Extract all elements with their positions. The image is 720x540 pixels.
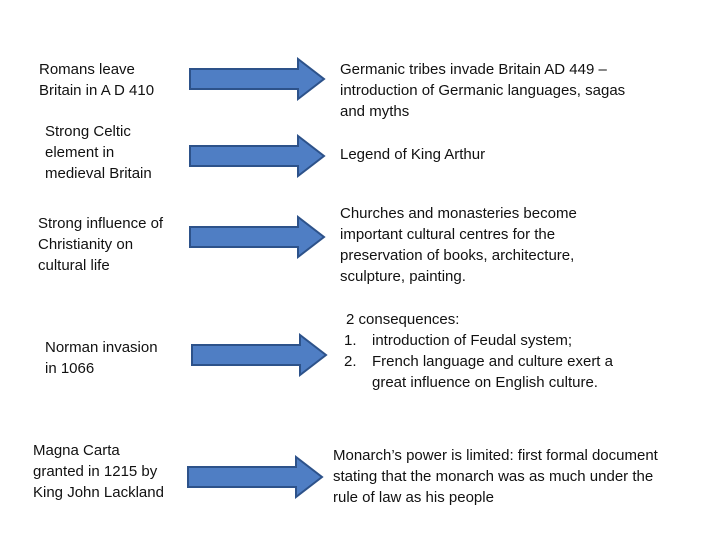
arrow-icon — [188, 57, 328, 101]
cause-text-christianity: Strong influence of Christianity on cultural life — [38, 215, 164, 274]
arrow-icon — [186, 455, 326, 499]
effect-text-germanic-tribes: Germanic tribes invade Britain AD 449 – introduction of Germanic languages, sagas and myths — [340, 61, 626, 120]
list-item-text: introduction of Feudal system; — [372, 332, 573, 349]
effect-heading-consequences: 2 consequences: — [346, 311, 460, 328]
cause-text-magna-carta: Magna Carta granted in 1215 by King John Lackland — [33, 442, 164, 501]
cause-text-celtic-element: Strong Celtic element in medieval Britain — [45, 123, 152, 182]
arrow-icon — [188, 215, 328, 259]
list-item-number: 2. — [344, 353, 357, 370]
list-item — [344, 330, 634, 351]
arrow-icon — [190, 333, 330, 377]
list-item-text: French language and culture exert a great influence on English culture. — [372, 353, 613, 391]
effect-text-churches-monasteries: Churches and monasteries become important cultural centres for the preservation of books, architecture, sculpture, painting. — [340, 205, 577, 285]
cause-text-romans-leave: Romans leave Britain in A D 410 — [39, 61, 155, 99]
list-item-number: 1. — [344, 332, 357, 349]
consequences-list — [344, 330, 634, 393]
effect-text-king-arthur: Legend of King Arthur — [340, 146, 486, 163]
list-item — [344, 351, 634, 393]
cause-text-norman-invasion: Norman invasion in 1066 — [45, 339, 158, 377]
arrow-icon — [188, 134, 328, 178]
effect-text-monarch-power: Monarch’s power is limited: first formal document stating that the monarch was as much under the rule of law as his people — [333, 447, 658, 506]
